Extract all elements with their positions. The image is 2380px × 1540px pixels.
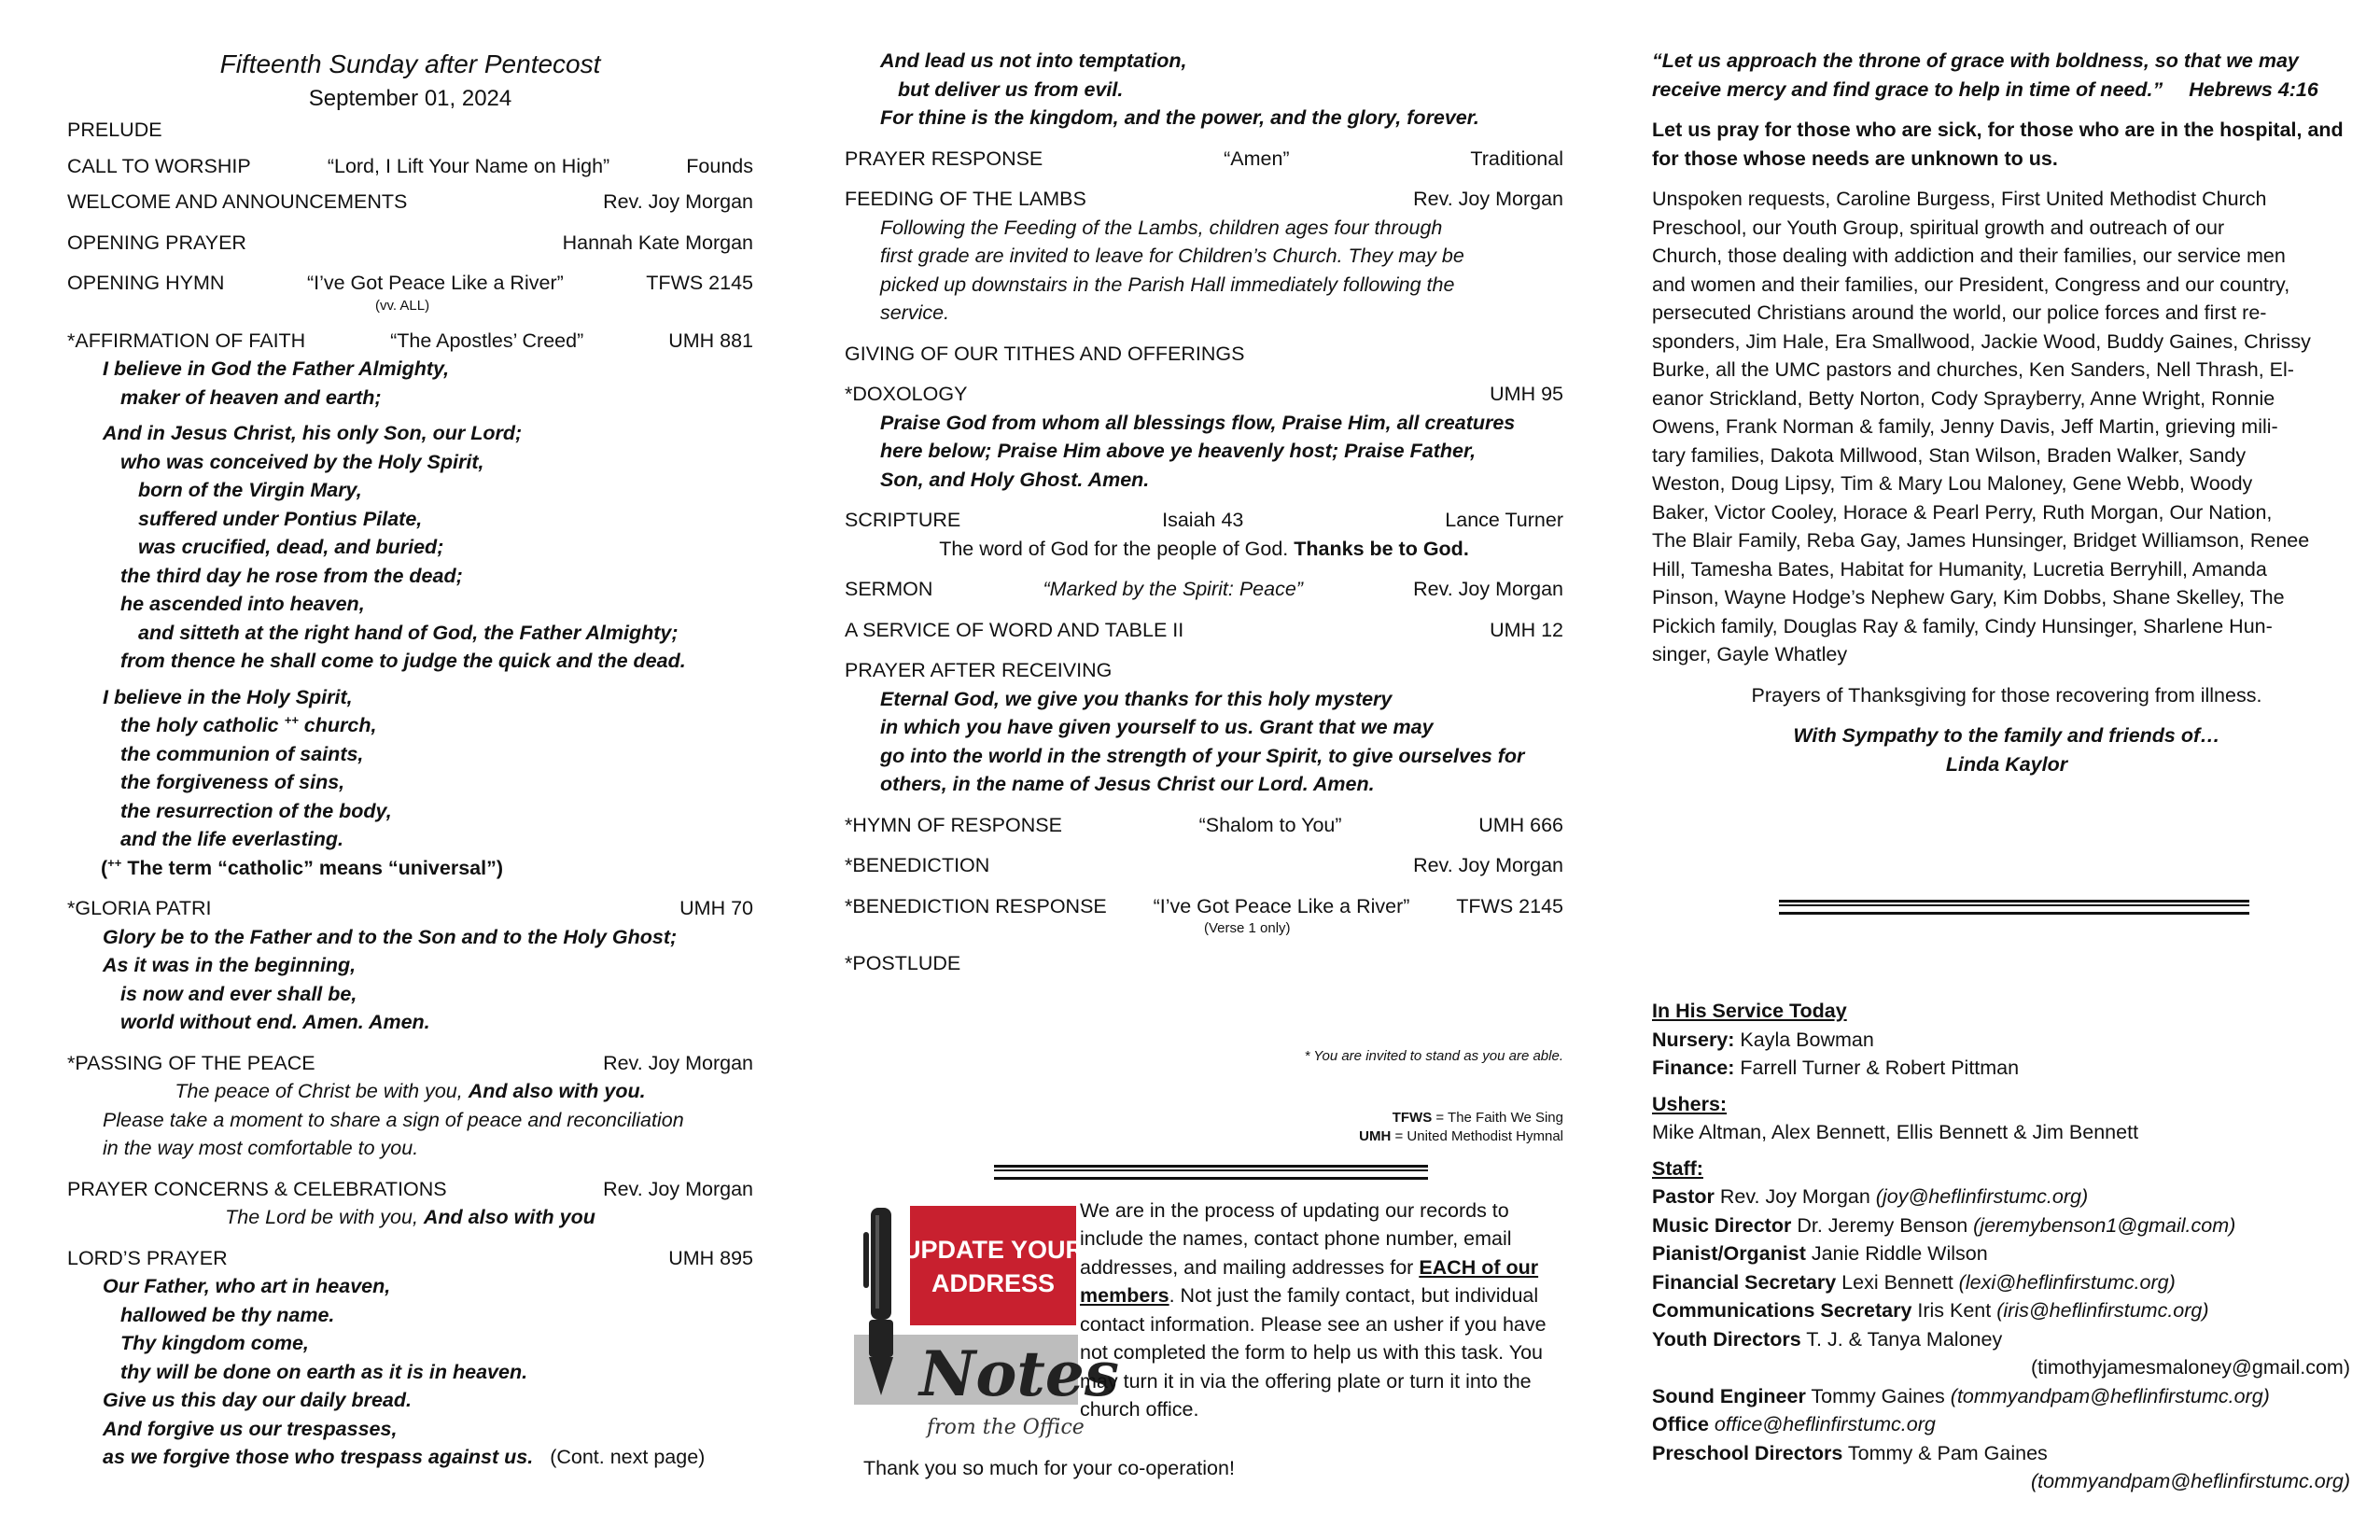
staff-row: Pianist/Organist Janie Riddle Wilson: [1652, 1242, 1988, 1265]
item-leader: Rev. Joy Morgan: [1413, 854, 1563, 876]
item-label: *HYMN OF RESPONSE: [845, 813, 1062, 836]
creed-line: And in Jesus Christ, his only Son, our Lord;: [103, 422, 523, 444]
creed-line: I believe in the Holy Spirit,: [103, 685, 353, 708]
thanksgiving-line: Prayers of Thanksgiving for those recovering from illness.: [1751, 683, 2262, 707]
prayer-intro: Let us pray for those who are sick, for those who are in the hospital, and for those whose needs are unknown to us.: [1652, 119, 2344, 170]
item-label: CALL TO WORSHIP: [67, 154, 251, 177]
item-source: Traditional: [1470, 147, 1563, 170]
tithes-offerings: GIVING OF OUR TITHES AND OFFERINGS: [845, 342, 1245, 365]
order-of-worship-column-2: [845, 47, 1563, 1477]
gloria-patri: [67, 894, 753, 923]
item-label: A SERVICE OF WORD AND TABLE II: [845, 618, 1184, 641]
creed-line: the forgiveness of sins,: [120, 771, 345, 793]
item-source: Founds: [686, 154, 753, 177]
scripture-response: The word of God for the people of God. Thanks be to God.: [939, 537, 1469, 560]
item-source: UMH 881: [668, 329, 753, 352]
creed-line: suffered under Pontius Pilate,: [138, 507, 423, 530]
staff-row: Music Director Dr. Jeremy Benson (jeremybenson1@gmail.com): [1652, 1213, 2236, 1237]
finance-row: Finance: Farrell Turner & Robert Pittman: [1652, 1057, 2020, 1079]
item-leader: Rev. Joy Morgan: [603, 1051, 753, 1074]
continued-note: (Cont. next page): [550, 1446, 706, 1468]
notes-subtitle: from the Office: [927, 1415, 1085, 1439]
verse-note: (Verse 1 only): [1204, 920, 1291, 936]
welcome: [67, 188, 753, 217]
item-title: “Amen”: [1224, 147, 1290, 170]
preschool-email: (tommyandpam@heflinfirstumc.org): [2030, 1470, 2350, 1492]
item-title: “The Apostles’ Creed”: [390, 329, 584, 352]
update-line-2: ADDRESS: [931, 1268, 1056, 1297]
update-line-1: UPDATE YOUR: [902, 1235, 1085, 1264]
stand-note: * You are invited to stand as you are able.: [1304, 1047, 1563, 1064]
item-source: TFWS 2145: [646, 272, 753, 294]
item-label: *AFFIRMATION OF FAITH: [67, 329, 306, 352]
doxology-lines: Praise God from whom all blessings flow, Praise Him, all creatures here below; Praise Him above ye heavenly host; Praise Father, Son, and Holy Ghost. Amen.: [880, 411, 1516, 491]
ushers-heading: Ushers:: [1652, 1092, 1728, 1115]
prayer-after-lines: Eternal God, we give you thanks for this holy mystery in which you have given yourself to us. Grant that we may go into the world in the strength of your Spirit, to give ourselves for others, in the name of Jesus Christ our Lord. Amen.: [880, 687, 1525, 795]
sympathy-line: With Sympathy to the family and friends of…: [1793, 724, 2220, 747]
item-label: OPENING PRAYER: [67, 231, 246, 254]
item-source: UMH 666: [1478, 813, 1563, 836]
item-label: *BENEDICTION RESPONSE: [845, 894, 1107, 917]
creed-line: the resurrection of the body,: [120, 799, 392, 822]
item-label: OPENING HYMN: [67, 272, 225, 294]
opening-prayer: [67, 229, 753, 258]
item-label: PRAYER RESPONSE: [845, 147, 1043, 170]
item-title: “I’ve Got Peace Like a River”: [1153, 894, 1410, 917]
creed-line: I believe in God the Father Almighty,: [103, 357, 450, 380]
staff-row: Communications Secretary Iris Kent (iris@heflinfirstumc.org): [1652, 1299, 2209, 1322]
sermon: [845, 575, 1563, 604]
item-leader: Rev. Joy Morgan: [1413, 188, 1563, 210]
item-title: Isaiah 43: [1162, 509, 1244, 531]
hymn-note: (vv. ALL): [375, 297, 430, 314]
item-label: *GLORIA PATRI: [67, 897, 212, 919]
nursery-row: Nursery: Kayla Bowman: [1652, 1028, 1874, 1051]
item-label: SERMON: [845, 578, 933, 600]
staff-row: Sound Engineer Tommy Gaines (tommyandpam@heflinfirstumc.org): [1652, 1384, 2270, 1407]
bulletin-date: September 01, 2024: [308, 86, 512, 111]
call-to-worship: [67, 152, 753, 181]
youth-email: (timothyjamesmaloney@gmail.com): [2030, 1356, 2350, 1379]
item-source: UMH 95: [1490, 383, 1563, 405]
abbr-umh: UMH = United Methodist Hymnal: [1359, 1127, 1563, 1144]
staff-heading: Staff:: [1652, 1156, 1703, 1180]
abbr-tfws: TFWS = The Faith We Sing: [1392, 1109, 1563, 1126]
item-label: FEEDING OF THE LAMBS: [845, 188, 1086, 210]
sympathy-name: Linda Kaylor: [1945, 752, 2068, 776]
prayers-and-staff-column: [1652, 47, 2361, 1496]
item-title: “Lord, I Lift Your Name on High”: [327, 154, 610, 177]
creed-stanza-2: [67, 419, 753, 676]
ushers-list: Mike Altman, Alex Bennett, Ellis Bennett & Jim Bennett: [1652, 1121, 2139, 1143]
item-label: *PASSING OF THE PEACE: [67, 1051, 315, 1074]
creed-line: the communion of saints,: [120, 742, 364, 765]
doxology: [845, 380, 1563, 409]
item-leader: Hannah Kate Morgan: [562, 231, 753, 254]
item-source: UMH 70: [679, 897, 753, 919]
creed-line: and sitteth at the right hand of God, the Father Almighty;: [138, 621, 679, 644]
item-leader: Lance Turner: [1445, 509, 1563, 531]
creed-footnote: (++ The term “catholic” means “universal”): [101, 855, 503, 879]
notes-from-office: [845, 1197, 1563, 1477]
staff-row: Office office@heflinfirstumc.org: [1652, 1413, 1936, 1435]
service-of-word-and-table: [845, 616, 1563, 645]
prayer-concerns: [67, 1175, 753, 1204]
gloria-lines: Glory be to the Father and to the Son and to the Holy Ghost; As it was in the beginning, is now and ever shall be, world without end. Amen. Amen.: [103, 925, 678, 1033]
scripture-verse: “Let us approach the throne of grace with boldness, so that we may receive mercy and find grace to help in time of need.” Hebrews 4:16: [1652, 49, 2318, 101]
creed-line: he ascended into heaven,: [120, 593, 365, 615]
item-label: LORD’S PRAYER: [67, 1246, 228, 1269]
creed-line: and the life everlasting.: [120, 828, 343, 850]
item-source: TFWS 2145: [1456, 894, 1563, 917]
prayer-requests: Unspoken requests, Caroline Burgess, First United Methodist Church Preschool, our Youth Group, spiritual growth and outreach of our Church, those dealing with addiction and their families, our service men and women and their families, our President, Congress and our country, persecuted Christians around the world, our police forces and first re- sponders, Jim Hale, Era Smallwood, Jackie Wood, Buddy Gaines, Chrissy Burke, all the UMC pastors and churches, Ken Sanders, Nell Thrash, El- eanor Strickland, Betty Norton, Cody Sprayberry, Anne Wright, Ronnie Owens, Frank Norman & family, Jenny Davis, Jeff Martin, grieving mili- tary families, Dakota Millwood, Stan Wilson, Braden Walker, Sandy Weston, Doug Lipsy, Tim & Mary Lou Maloney, Gene Webb, Woody Baker, Victor Cooley, Horace & Pearl Perry, Ruth Morgan, Our Nation, The Blair Family, Reba Gay, James Hunsinger, Bridget Williamson, Renee Hill, Tamesha Bates, Habitat for Humanity, Lucretia Berryhill, Amanda Pinson, Wayne Hodge’s Nephew Gary, Kim Dobbs, Shane Skelley, The Pickich family, Douglas Ray & family, Cindy Hunsinger, Sharlene Hun- singer, Gayle Whatley: [1652, 188, 2311, 665]
creed-line: who was conceived by the Holy Spirit,: [120, 450, 484, 473]
staff-row: Preschool Directors Tommy & Pam Gaines: [1652, 1441, 2048, 1464]
creed-line: from thence he shall come to judge the quick and the dead.: [120, 650, 686, 672]
bulletin-title: Fifteenth Sunday after Pentecost: [219, 49, 601, 78]
notes-thanks: Thank you so much for your co-operation!: [863, 1456, 1235, 1479]
footnote-marker: ++: [284, 712, 299, 727]
staff-row: Youth Directors T. J. & Tanya Maloney: [1652, 1327, 2003, 1351]
item-label: *DOXOLOGY: [845, 383, 968, 405]
creed-line: was crucified, dead, and buried;: [138, 536, 444, 558]
benediction: [845, 851, 1563, 880]
service-today-heading: In His Service Today: [1652, 1000, 1847, 1022]
section-divider: [1779, 900, 2249, 915]
creed-stanza-3: [67, 683, 753, 854]
item-label: WELCOME AND ANNOUNCEMENTS: [67, 190, 408, 213]
item-source: UMH 12: [1490, 618, 1563, 641]
benediction-response: [845, 892, 1563, 921]
item-label: SCRIPTURE: [845, 509, 961, 531]
notes-word: Notes: [919, 1337, 1119, 1410]
item-leader: Rev. Joy Morgan: [603, 1177, 753, 1200]
peace-response: The peace of Christ be with you, And also with you.: [175, 1080, 646, 1102]
creed-line: the third day he rose from the dead;: [120, 564, 463, 587]
lambs-instructions: Following the Feeding of the Lambs, children ages four through first grade are invited to leave for Children’s Church. They may be picked up downstairs in the Parish Hall immediately following the service.: [880, 216, 1464, 324]
creed-line: maker of heaven and earth;: [120, 385, 382, 409]
item-source: UMH 895: [668, 1246, 753, 1269]
lords-prayer-continued: And lead us not into temptation, but deliver us from evil. For thine is the kingdom, and the power, and the glory, forever.: [880, 49, 1479, 129]
item-title: “Shalom to You”: [1198, 813, 1342, 836]
peace-instruction: Please take a moment to share a sign of peace and reconciliation: [103, 1108, 684, 1131]
creed-line: the holy catholic ++ church,: [120, 712, 377, 736]
item-leader: Rev. Joy Morgan: [1413, 578, 1563, 600]
item-title: “I’ve Got Peace Like a River”: [306, 272, 564, 294]
postlude: *POSTLUDE: [845, 952, 961, 974]
staff-row: Pastor Rev. Joy Morgan (joy@heflinfirstumc.org): [1652, 1185, 2089, 1208]
opening-hymn: [67, 269, 753, 298]
creed-stanza-1: [67, 355, 753, 412]
item-label: PRAYER CONCERNS & CELEBRATIONS: [67, 1177, 447, 1200]
section-divider: [994, 1165, 1428, 1180]
order-of-worship-column-1: [67, 47, 753, 1472]
scripture: [845, 506, 1563, 535]
lords-prayer: [67, 1244, 753, 1273]
lords-prayer-lines: Our Father, who art in heaven, hallowed be thy name. Thy kingdom come, thy will be done on earth as it is in heaven. Give us this day our daily bread. And forgive us our trespasses, as we forgive those who trespass against us. (Cont. next page): [103, 1275, 706, 1468]
notes-body: We are in the process of updating our records to include the names, contact phone number, email addresses, and mailing addresses for EACH of our members. Not just the family contact, but individual contact information. Please see an usher if you have not completed the form to help us with this task. You may turn it in via the offering plate or turn it into the church office.: [1080, 1198, 1547, 1421]
item-leader: Rev. Joy Morgan: [603, 190, 753, 213]
hymn-of-response: [845, 811, 1563, 840]
item-label: *BENEDICTION: [845, 854, 990, 876]
affirmation-of-faith: [67, 327, 753, 356]
sermon-title: “Marked by the Spirit: Peace”: [1043, 578, 1303, 600]
peace-instruction: in the way most comfortable to you.: [103, 1137, 419, 1159]
prayer-response: [845, 145, 1563, 174]
creed-line: born of the Virgin Mary,: [138, 479, 362, 501]
prelude: PRELUDE: [67, 119, 162, 141]
staff-row: Financial Secretary Lexi Bennett (lexi@heflinfirstumc.org): [1652, 1270, 2176, 1294]
feeding-of-the-lambs: [845, 185, 1563, 214]
passing-of-the-peace: [67, 1049, 753, 1078]
prayer-after-receiving: PRAYER AFTER RECEIVING: [845, 659, 1113, 681]
concerns-response: The Lord be with you, And also with you: [225, 1206, 595, 1228]
